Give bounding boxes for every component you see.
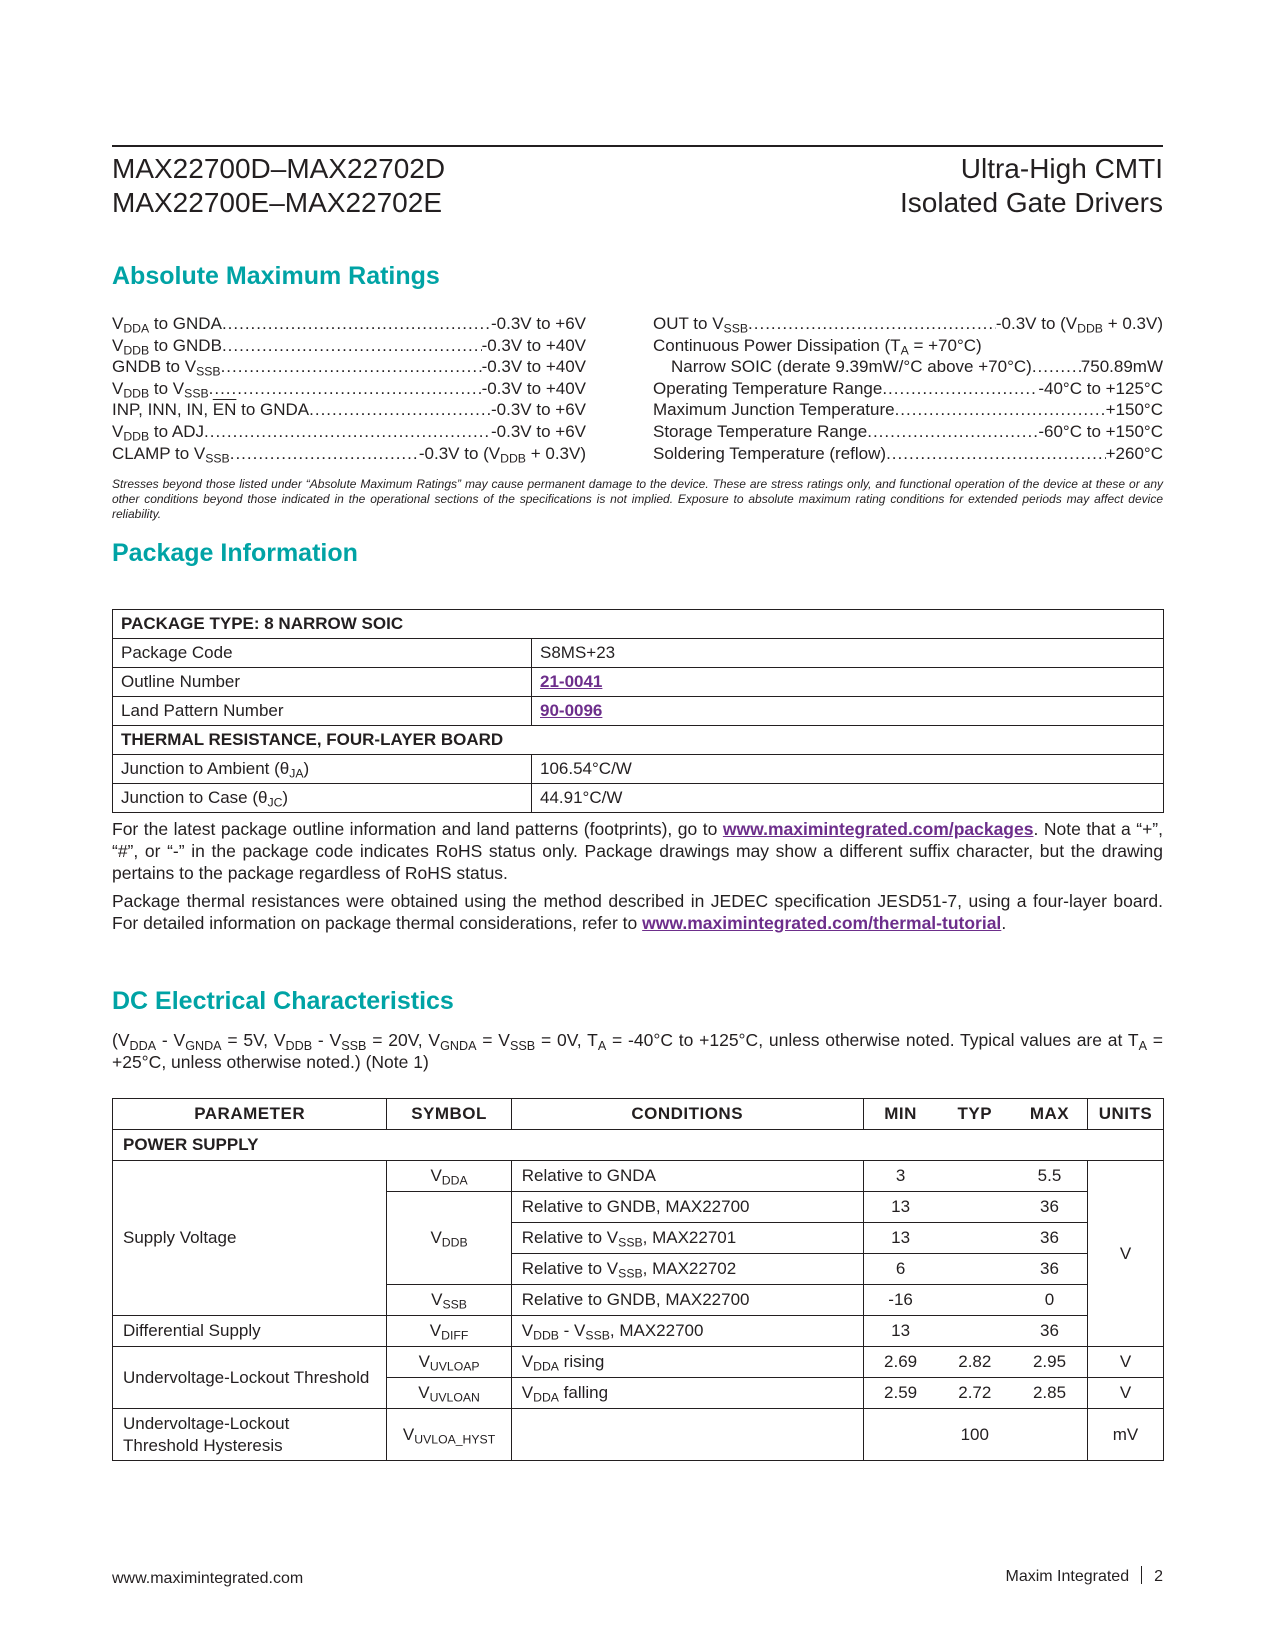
typ-cell: [938, 1223, 1012, 1254]
amr-row: GNDB to $V_{SSB}$ ..... -0.3V to +40V: [112, 356, 586, 378]
typ-cell: [938, 1254, 1012, 1285]
package-table: [112, 609, 1164, 813]
footer-company-name: Maxim Integrated: [1005, 1568, 1130, 1585]
cond-cell: $V_{DDB} - V_{SSB}$, MAX22700: [511, 1316, 863, 1347]
footer-website-link[interactable]: www.maximintegrated.com: [112, 1570, 304, 1587]
amr-title: Absolute Maximum Ratings: [112, 262, 440, 290]
table-row: [113, 668, 1164, 697]
cond-cell: Relative to $V_{SSB}$, MAX22702: [511, 1254, 863, 1285]
max-cell: 36: [1012, 1316, 1087, 1347]
package-type-header: PACKAGE TYPE: 8 NARROW SOIC: [113, 610, 1164, 639]
table-row: [113, 1409, 1164, 1461]
min-cell: 2.59: [863, 1378, 937, 1409]
typ-cell: 2.72: [938, 1378, 1012, 1409]
product-title-line-2: Isolated Gate Drivers: [900, 187, 1163, 218]
table-row: [113, 726, 1164, 755]
typ-cell: [938, 1316, 1012, 1347]
thermal-tutorial-link[interactable]: www.maximintegrated.com/thermal-tutorial: [642, 913, 1002, 933]
header-rule: [112, 145, 1163, 147]
col-symbol: SYMBOL: [387, 1099, 511, 1130]
cond-cell: Relative to GNDB, MAX22700: [511, 1285, 863, 1316]
col-max: MAX: [1012, 1099, 1087, 1130]
param-uvlo-threshold: Undervoltage-Lockout Threshold: [113, 1347, 387, 1409]
units-cell: mV: [1087, 1409, 1163, 1461]
col-conditions: CONDITIONS: [511, 1099, 863, 1130]
land-pattern-label: Land Pattern Number: [113, 697, 532, 726]
table-row: [113, 784, 1164, 813]
amr-row: OUT to $V_{SSB}$ ..... -0.3V to $(V_{DDB} + 0.3V)$: [653, 313, 1163, 335]
amr-row: $V_{DDB}$ to ADJ ..... -0.3V to +6V: [112, 421, 586, 443]
typ-cell: [938, 1285, 1012, 1316]
footer-company: [1005, 1566, 1163, 1586]
typ-cell: [938, 1161, 1012, 1192]
table-row: [113, 1161, 1164, 1192]
amr-row: Storage Temperature Range ..... -60°C to +150°C: [653, 421, 1163, 443]
symbol-vuvloa-hyst: $V_{UVLOA\_HYST}$: [387, 1409, 511, 1461]
max-cell: 36: [1012, 1192, 1087, 1223]
symbol-vdiff: $V_{DIFF}$: [387, 1316, 511, 1347]
symbol-vdda: $V_{DDA}$: [387, 1161, 511, 1192]
max-cell: 36: [1012, 1223, 1087, 1254]
units-cell: V: [1087, 1378, 1163, 1409]
cond-cell: [511, 1409, 863, 1461]
min-cell: 13: [863, 1316, 937, 1347]
cond-cell: Relative to GNDA: [511, 1161, 863, 1192]
header-product-title: [900, 152, 1163, 220]
amr-left-column: [112, 313, 586, 464]
amr-row: Soldering Temperature (reflow) ..... +260°C: [653, 443, 1163, 465]
col-typ: TYP: [938, 1099, 1012, 1130]
amr-row: INP, INN, IN, $\overline{EN}$ to GNDA ..... -0.3V to +6V: [112, 399, 586, 421]
units-cell: V: [1087, 1347, 1163, 1378]
amr-row: Maximum Junction Temperature ..... +150°C: [653, 399, 1163, 421]
amr-row: Operating Temperature Range ..... -40°C to +125°C: [653, 378, 1163, 400]
max-cell: [1012, 1409, 1087, 1461]
amr-row: $V_{DDA}$ to GNDA ..... -0.3V to +6V: [112, 313, 586, 335]
symbol-vssb: $V_{SSB}$: [387, 1285, 511, 1316]
param-supply-voltage: Supply Voltage: [113, 1161, 387, 1316]
amr-row: CLAMP to $V_{SSB}$ ..... -0.3V to $(V_{DDB} + 0.3V)$: [112, 443, 586, 465]
max-cell: 36: [1012, 1254, 1087, 1285]
outline-number-label: Outline Number: [113, 668, 532, 697]
cond-cell: $V_{DDA}$ falling: [511, 1378, 863, 1409]
amr-right-column: [653, 313, 1163, 464]
amr-row: $V_{DDB}$ to GNDB ..... -0.3V to +40V: [112, 335, 586, 357]
typ-cell: 100: [938, 1409, 1012, 1461]
max-cell: 2.95: [1012, 1347, 1087, 1378]
param-uvlo-hysteresis: Undervoltage-Lockout Threshold Hysteresis: [113, 1409, 387, 1461]
typ-cell: [938, 1192, 1012, 1223]
package-code-value: S8MS+23: [532, 639, 1164, 668]
package-code-label: Package Code: [113, 639, 532, 668]
min-cell: -16: [863, 1285, 937, 1316]
min-cell: 6: [863, 1254, 937, 1285]
symbol-vuvloap: $V_{UVLOAP}$: [387, 1347, 511, 1378]
amr-row: $V_{DDB}$ to $V_{SSB}$ ..... -0.3V to +40V: [112, 378, 586, 400]
amr-row: Narrow SOIC (derate 9.39mW/°C above +70°C) ..... 750.89mW: [653, 356, 1163, 378]
col-min: MIN: [863, 1099, 937, 1130]
junction-ambient-value: 106.54°C/W: [532, 755, 1164, 784]
max-cell: 5.5: [1012, 1161, 1087, 1192]
header-part-numbers: [112, 152, 445, 220]
table-row: [113, 1316, 1164, 1347]
junction-ambient-label: Junction to Ambient $(\theta_{JA})$: [113, 755, 532, 784]
table-row: [113, 1347, 1164, 1378]
junction-case-label: Junction to Case $(\theta_{JC})$: [113, 784, 532, 813]
table-row: [113, 639, 1164, 668]
packages-link[interactable]: www.maximintegrated.com/packages: [722, 819, 1034, 839]
param-differential-supply: Differential Supply: [113, 1316, 387, 1347]
footer-divider: [1141, 1566, 1142, 1584]
min-cell: 3: [863, 1161, 937, 1192]
cond-cell: $V_{DDA}$ rising: [511, 1347, 863, 1378]
package-info-title: Package Information: [112, 539, 358, 567]
part-number-line-2: MAX22700E–MAX22702E: [112, 187, 442, 218]
min-cell: 13: [863, 1223, 937, 1254]
symbol-vuvloan: $V_{UVLOAN}$: [387, 1378, 511, 1409]
product-title-line-1: Ultra-High CMTI: [960, 153, 1163, 184]
junction-case-value: 44.91°C/W: [532, 784, 1164, 813]
dc-title: DC Electrical Characteristics: [112, 987, 454, 1015]
thermal-header: THERMAL RESISTANCE, FOUR-LAYER BOARD: [113, 726, 1164, 755]
min-cell: 13: [863, 1192, 937, 1223]
table-row: [113, 610, 1164, 639]
cond-cell: Relative to GNDB, MAX22700: [511, 1192, 863, 1223]
min-cell: [863, 1409, 937, 1461]
symbol-vddb: $V_{DDB}$: [387, 1192, 511, 1285]
col-parameter: PARAMETER: [113, 1099, 387, 1130]
amr-row: Continuous Power Dissipation $(T_A = +70^\circ C)$: [653, 335, 982, 358]
max-cell: 2.85: [1012, 1378, 1087, 1409]
table-row: [113, 755, 1164, 784]
page-number: 2: [1154, 1568, 1163, 1585]
cond-cell: Relative to $V_{SSB}$, MAX22701: [511, 1223, 863, 1254]
max-cell: 0: [1012, 1285, 1087, 1316]
dc-conditions-note: ($V_{DDA} - V_{GNDA} = 5V$, $V_{DDB} - V_{SSB} = 20V$, $V_{GNDA} = V_{SSB} = 0V$, $T_A = -40^\circ C$ to +125°C, unless otherwise noted. Typical values are at $T_A = +25^\circ C$, unless otherwise noted.) (Note 1): [112, 1030, 1163, 1072]
stress-note: Stresses beyond those listed under “Absolute Maximum Ratings” may cause permanent damage to the device. These are stress ratings only, and functional operation of the device at these or any other conditions beyond those indicated in the operational sections of the specifications is not implied. Exposure to absolute maximum rating conditions for extended periods may affect device reliability.: [112, 477, 1163, 521]
package-outline-paragraph: For the latest package outline information and land patterns (footprints), go to www.maximintegrated.com/packages. Note that a “+”, “#”, or “-” in the package code indicates RoHS status only. Package drawings may show a different suffix character, but the drawing pertains to the package regardless of RoHS status.: [112, 819, 1163, 883]
thermal-paragraph: Package thermal resistances were obtained using the method described in JEDEC specification JESD51-7, using a four-layer board. For detailed information on package thermal considerations, refer to www.maximintegrated.com/thermal-tutorial.: [112, 891, 1163, 933]
units-supply: V: [1087, 1161, 1163, 1347]
table-header-row: [113, 1099, 1164, 1130]
typ-cell: 2.82: [938, 1347, 1012, 1378]
part-number-line-1: MAX22700D–MAX22702D: [112, 153, 446, 184]
min-cell: 2.69: [863, 1347, 937, 1378]
land-pattern-link[interactable]: 90-0096: [540, 701, 603, 720]
dc-table: [112, 1098, 1164, 1461]
table-row: [113, 697, 1164, 726]
table-row: [113, 1130, 1164, 1161]
section-power-supply: POWER SUPPLY: [113, 1130, 1164, 1161]
col-units: UNITS: [1087, 1099, 1163, 1130]
outline-number-link[interactable]: 21-0041: [540, 672, 603, 691]
